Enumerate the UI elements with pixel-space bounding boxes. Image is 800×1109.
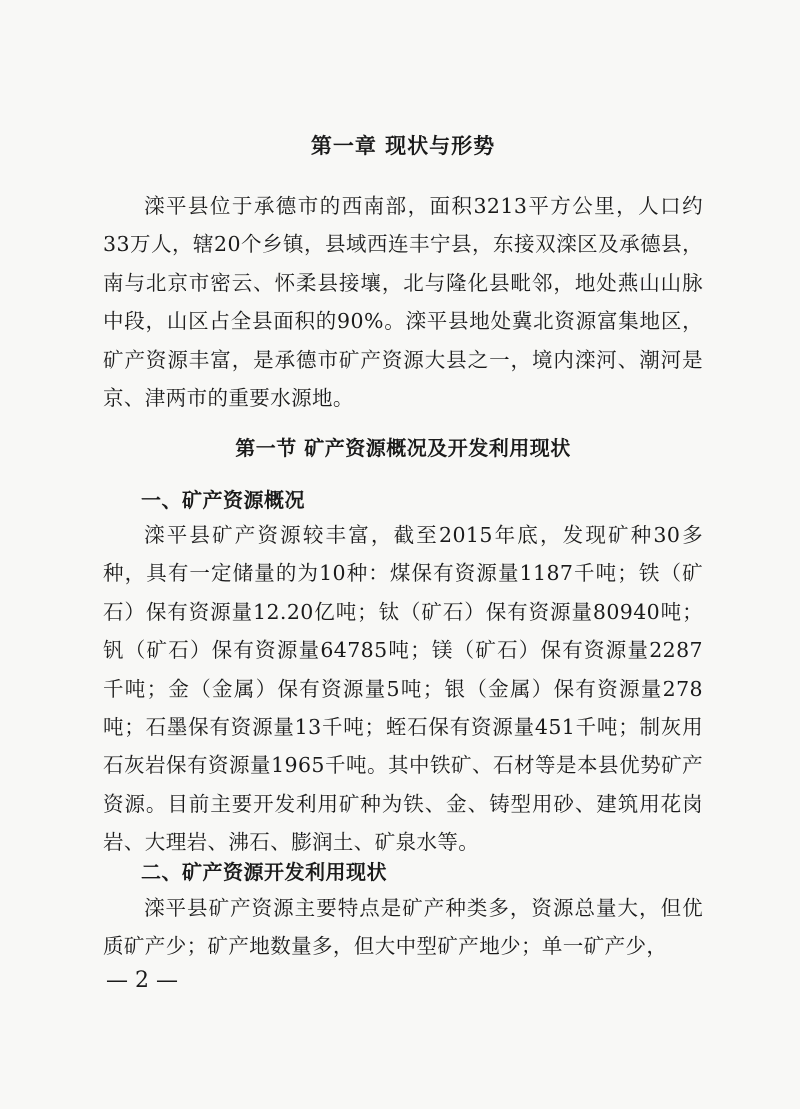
- intro-paragraph: 滦平县位于承德市的西南部，面积3213平方公里，人口约33万人，辖20个乡镇，县域西连丰宁县，东接双滦区及承德县，南与北京市密云、怀柔县接壤，北与隆化县毗邻，地处燕山山脉中段，山区占全县面积的90%。滦平县地处冀北资源富集地区，矿产资源丰富，是承德市矿产资源大县之一，境内滦河、潮河是京、津两市的重要水源地。: [103, 194, 703, 411]
- resources-overview-paragraph: 滦平县矿产资源较丰富，截至2015年底，发现矿种30多种，具有一定储量的为10种：煤保有资源量1187千吨；铁（矿石）保有资源量12.20亿吨；钛（矿石）保有资源量80940吨；钒（矿石）保有资源量64785吨；镁（矿石）保有资源量2287千吨；金（金属）保有资源量5吨；银（金属）保有资源量278吨；石墨保有资源量13千吨；蛭石保有资源量451千吨；制灰用石灰岩保有资源量1965千吨。其中铁矿、石材等是本县优势矿产资源。目前主要开发利用矿种为铁、金、铸型用砂、建筑用花岗岩、大理岩、沸石、膨润土、矿泉水等。: [103, 523, 703, 855]
- subsection-title-development-status: 二、矿产资源开发利用现状: [141, 860, 387, 884]
- page-number: — 2 —: [106, 968, 178, 993]
- chapter-title: 第一章 现状与形势: [310, 134, 496, 158]
- section-title: 第一节 矿产资源概况及开发利用现状: [235, 436, 571, 460]
- development-status-paragraph: 滦平县矿产资源主要特点是矿产种类多，资源总量大，但优质矿产少；矿产地数量多，但大中型矿产地少；单一矿产少，: [103, 896, 703, 959]
- subsection-title-resources-overview: 一、矿产资源概况: [141, 488, 305, 512]
